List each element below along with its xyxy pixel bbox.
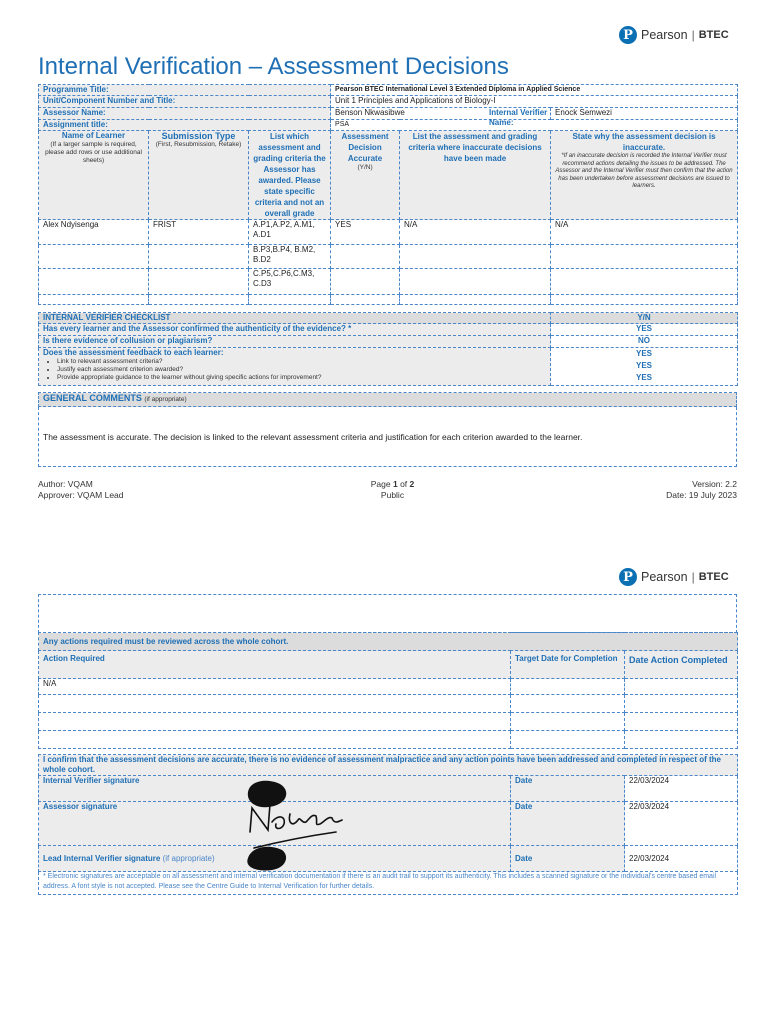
- comments-heading: GENERAL COMMENTS: [43, 393, 142, 403]
- date-value-2: 22/03/2024: [625, 802, 738, 846]
- action-cell: [39, 695, 511, 713]
- action-cell: [625, 713, 738, 731]
- comments-heading-cell: [39, 393, 737, 407]
- learner-row-empty: [39, 269, 149, 295]
- inaccurate-criteria: N/A: [400, 220, 551, 245]
- unit-value: Unit 1 Principles and Applications of Biology-I: [331, 96, 738, 108]
- learner-row-empty: [400, 245, 551, 269]
- target-date-header: Target Date for Completion: [511, 651, 625, 679]
- assessment-decisions-table: [38, 84, 738, 305]
- iv-signature-label: Internal Verifier signature: [39, 776, 511, 802]
- checklist-heading: INTERNAL VERIFIER CHECKLIST: [39, 313, 551, 324]
- learner-row-empty: [149, 269, 249, 295]
- checklist-b3: • Provide appropriate guidance to the learner without giving specific actions for improvement?: [57, 374, 546, 382]
- general-comments-table: [38, 392, 737, 467]
- action-cell: [511, 731, 625, 749]
- assessor-label: Assessor Name:: [39, 108, 331, 120]
- learner-row-empty: [149, 245, 249, 269]
- col-learner-header: [39, 131, 149, 220]
- learner-row-empty: [551, 245, 738, 269]
- checklist-b1: • Link to relevant assessment criteria?: [57, 358, 546, 366]
- col-submission-title: Submission Type: [161, 131, 236, 141]
- action-cell: [511, 713, 625, 731]
- checklist-q2: Is there evidence of collusion or plagiarism?: [39, 336, 551, 348]
- learner-row-empty: [551, 269, 738, 295]
- footer-left: [38, 479, 124, 501]
- iv-checklist-table: [38, 312, 738, 386]
- col-submission-note: (First, Resubmission, Retake): [155, 141, 242, 148]
- logo-btec: BTEC: [698, 571, 729, 583]
- decision-accurate: YES: [331, 220, 400, 245]
- submission-type: FRIST: [149, 220, 249, 245]
- page-number: 1: [392, 479, 398, 489]
- page-prefix: Page: [370, 479, 393, 489]
- unit-label: Unit/Component Number and Title:: [39, 96, 331, 108]
- checklist-answers-cell: [551, 348, 738, 386]
- col-decision-header: [331, 131, 400, 220]
- date-label-3: Date: [511, 846, 625, 872]
- pearson-btec-logo: [619, 26, 729, 44]
- learner-row-empty: [331, 295, 400, 305]
- pearson-logo-icon: P: [619, 568, 637, 586]
- learner-row-empty: [149, 295, 249, 305]
- col-submission-header: [149, 131, 249, 220]
- comments-text: The assessment is accurate. The decision is linked to the relevant assessment criteria and justification for each criterion awarded to the learner.: [39, 407, 737, 467]
- learner-row-empty: [400, 295, 551, 305]
- feedback-bullets: [43, 358, 546, 382]
- learner-row-empty: [331, 269, 400, 295]
- actions-heading: Any actions required must be reviewed across the whole cohort.: [39, 633, 738, 651]
- logo-separator: |: [691, 28, 695, 42]
- action-cell: [625, 731, 738, 749]
- checklist-q3-cell: [39, 348, 551, 386]
- esignature-note: * Electronic signatures are acceptable on all assessment and internal verification documentation if there is an audit trail to support its authenticity. This includes a scanned signature or the individual's centre based email address. A font style is not accepted. Please see the Centre Guide to Internal Verification for further details.: [39, 872, 738, 895]
- col-why-title: State why the assessment decision is inaccurate.: [572, 132, 716, 152]
- page-total: 2: [409, 479, 415, 489]
- continued-comments-cell: [39, 595, 737, 633]
- action-cell: [625, 695, 738, 713]
- assessor-value: Benson Nkwasibwe: [335, 108, 405, 117]
- footer-public: Public: [380, 490, 405, 500]
- date-label-1: Date: [511, 776, 625, 802]
- col-why-header: [551, 131, 738, 220]
- footer-date: Date: 19 July 2023: [666, 490, 737, 500]
- action-cell: [511, 679, 625, 695]
- col-decision-note: (Y/N): [357, 164, 373, 171]
- checklist-a3: YES: [635, 349, 652, 358]
- criteria-awarded-2: B.P3,B.P4, B.M2, B.D2: [249, 245, 331, 269]
- learner-row-empty: [249, 295, 331, 305]
- learner-row-empty: [39, 245, 149, 269]
- action-value: N/A: [39, 679, 511, 695]
- action-cell: [625, 679, 738, 695]
- learner-row-empty: [331, 245, 400, 269]
- footer-approver: Approver: VQAM Lead: [38, 490, 124, 500]
- comments-heading-note: (if appropriate): [144, 396, 187, 403]
- criteria-awarded-3: C.P5,C.P6,C.M3, C.D3: [249, 269, 331, 295]
- footer-center: [330, 479, 455, 501]
- programme-value: Pearson BTEC International Level 3 Extended Diploma in Applied Science: [331, 85, 738, 96]
- footer-version: Version: 2.2: [692, 479, 737, 489]
- redaction-blot-1: [248, 781, 286, 808]
- col-learner-title: Name of Learner: [61, 131, 126, 140]
- checklist-q3: Does the assessment feedback to each learner:: [43, 348, 224, 357]
- page-of: of: [397, 479, 410, 489]
- page-title: Internal Verification – Assessment Decisions: [38, 53, 509, 80]
- logo-btec: BTEC: [698, 29, 729, 41]
- signature-scribble: [250, 804, 342, 848]
- date-value-3: 22/03/2024: [625, 846, 738, 872]
- learner-row-empty: [551, 295, 738, 305]
- col-learner-note: (If a larger sample is required, please add rows or use additional sheets): [45, 141, 142, 164]
- checklist-q1: Has every learner and the Assessor confirmed the authenticity of the evidence? *: [39, 324, 551, 336]
- assessor-signature-label: Assessor signature: [39, 802, 511, 846]
- signatures-table: [38, 754, 738, 895]
- date-label-2: Date: [511, 802, 625, 846]
- checklist-a2: NO: [551, 336, 738, 348]
- logo-separator: |: [691, 570, 695, 584]
- checklist-a1: YES: [551, 324, 738, 336]
- footer-author: Author: VQAM: [38, 479, 93, 489]
- pearson-btec-logo-page2: [619, 568, 729, 586]
- checklist-b2: • Justify each assessment criterion awarded?: [57, 366, 546, 374]
- col-decision-title: Assessment Decision Accurate: [341, 132, 389, 163]
- date-value-1: 22/03/2024: [625, 776, 738, 802]
- why-inaccurate: N/A: [551, 220, 738, 245]
- footer-page: [330, 479, 455, 490]
- col-why-note: *If an inaccurate decision is recorded the Internal Verifier must recommend actions detailing the issues to be addressed. The Assessor and the Internal Verifier must then confirm that the action has been undertaken before assessment decisions are issued to learners.: [555, 153, 733, 189]
- action-cell: [511, 695, 625, 713]
- action-cell: [39, 713, 511, 731]
- date-completed-header: Date Action Completed: [625, 651, 738, 679]
- redaction-blot-2: [247, 847, 286, 871]
- checklist-yn-header: Y/N: [551, 313, 738, 324]
- col-inaccurate-header: List the assessment and grading criteria where inaccurate decisions have been made: [400, 131, 551, 220]
- iv-value: Enock Semwezi: [551, 108, 738, 120]
- action-cell: [39, 731, 511, 749]
- assignment-label: Assignment title:: [39, 120, 331, 131]
- confirm-statement: I confirm that the assessment decisions are accurate, there is no evidence of assessment malpractice and any action points have been addressed and completed in respect of the whole cohort.: [39, 755, 738, 776]
- learner-name: Alex Ndyisenga: [39, 220, 149, 245]
- col-criteria-header: List which assessment and grading criteria the Assessor has awarded. Please state specific criteria and not an overall grade: [249, 131, 331, 220]
- action-required-header: Action Required: [39, 651, 511, 679]
- lead-signature-label: Lead Internal Verifier signature: [43, 853, 161, 863]
- checklist-ab1: YES: [635, 361, 652, 370]
- programme-label: Programme Title:: [39, 85, 331, 96]
- criteria-awarded-1: A.P1,A.P2, A.M1, A.D1: [249, 220, 331, 245]
- checklist-ab2: YES: [635, 373, 652, 382]
- logo-word: Pearson: [641, 28, 688, 42]
- actions-table: [38, 632, 738, 749]
- learner-row-empty: [39, 295, 149, 305]
- assignment-value: PSA: [331, 120, 738, 131]
- continued-comments-box: [38, 594, 737, 633]
- pearson-logo-icon: P: [619, 26, 637, 44]
- redacted-signatures: [238, 770, 348, 880]
- learner-row-empty: [400, 269, 551, 295]
- logo-word: Pearson: [641, 570, 688, 584]
- lead-signature-note: (if appropriate): [162, 853, 215, 863]
- iv-label: Internal Verifier Name:: [489, 108, 548, 127]
- footer-right: [560, 479, 737, 501]
